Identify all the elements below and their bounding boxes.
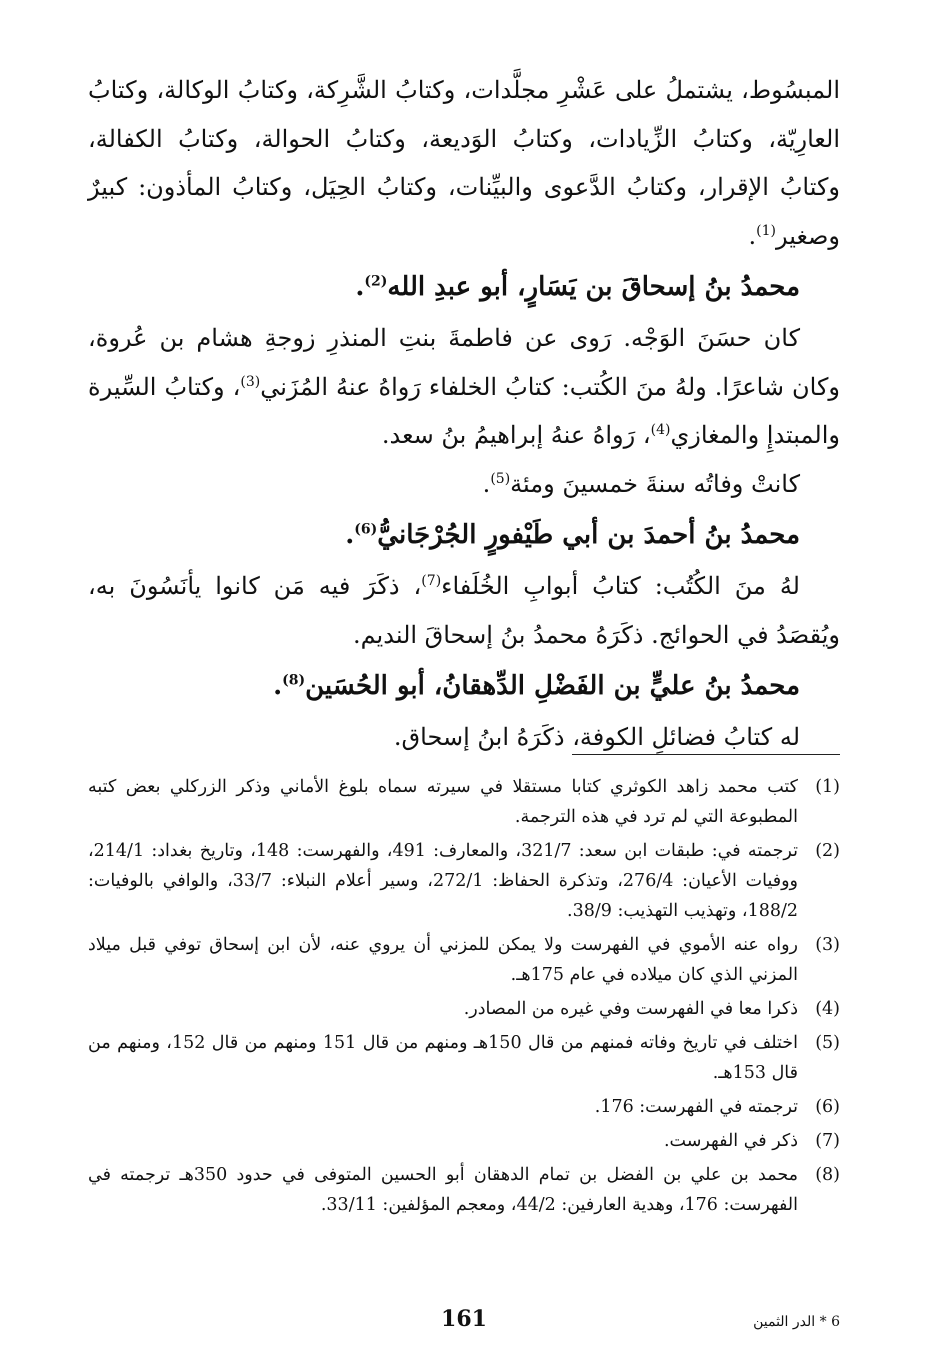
book-page xyxy=(88,66,840,1336)
footnote-text: محمد بن علي بن الفضل بن تمام الدهقان أبو الحسين المتوفى في حدود 350هـ ترجمته في الفهرست: 176، وهدية العارفين: 44/2، ومعجم المؤلفين: 33/11. xyxy=(88,1165,798,1215)
footnote-number: (7) xyxy=(815,1131,840,1151)
footnote-ref[interactable]: (4) xyxy=(650,422,671,438)
footnote-item xyxy=(88,1092,840,1122)
footnote-divider xyxy=(572,754,840,755)
footnote-text: رواه عنه الأموي في الفهرست ولا يمكن للمزني أن يروي عنه، لأن ابن إسحاق توفي قبل ميلاد المزني الذي كان ميلاده في عام 175هـ. xyxy=(88,935,798,985)
biography-heading: محمدُ بنُ عليٍّ بن الفَضْلِ الدِّهقانُ، أبو الحُسَين$^{(8)}$. xyxy=(273,671,800,701)
running-footer: 6 * الدر الثمين xyxy=(753,1314,840,1330)
footnote-text: اختلف في تاريخ وفاته فمنهم من قال 150هـ ومنهم من قال 151 ومنهم من قال 152، ومنهم من قال 153هـ. xyxy=(88,1033,798,1083)
paragraph-continuation: المبسُوط، يشتملُ على عَشْرِ مجلَّدات، وكتابُ الشَّرِكة، وكتابُ الوكالة، وكتابُ العارِيّة، وكتابُ الزِّيادات، وكتابُ الوَديعة، وكتابُ الحوالة، وكتابُ الكفالة، وكتابُ الإقرار، وكتابُ الدَّعوى والبيِّنات، وكتابُ الحِيَل، وكتابُ المأذون: كبيرٌ وصغير$^{(1)}$. xyxy=(88,76,840,250)
footnote-ref[interactable]: (3) xyxy=(240,373,261,390)
footnote-number: (3) xyxy=(815,935,840,955)
biography-heading: محمدُ بنُ إسحاقَ بن يَسَارٍ، أبو عبدِ الله$^{(2)}$. xyxy=(355,272,800,302)
footnote-ref[interactable]: (1) xyxy=(756,222,776,239)
footnote-item xyxy=(88,930,840,990)
paragraph: له كتابُ فضائلِ الكوفة، ذكَرَهُ ابنُ إسحاق. xyxy=(393,723,800,751)
footnote-item xyxy=(88,1126,840,1156)
footnote-text: ذكرا معا في الفهرست وفي غيره من المصادر. xyxy=(463,999,798,1019)
footnote-ref[interactable]: (5) xyxy=(490,470,511,487)
footnote-number: (8) xyxy=(815,1165,840,1185)
footnote-text: كتب محمد زاهد الكوثري كتابا مستقلا في سيرته سماه بلوغ الأماني وذكر الزركلي بعض كتبه المطبوعة التي لم ترد في هذه الترجمة. xyxy=(88,777,798,827)
footnote-item xyxy=(88,1028,840,1088)
footnote-item xyxy=(88,836,840,926)
footnote-ref[interactable]: (6) xyxy=(354,521,378,538)
paragraph: كانتْ وفاتُه سنةَ خمسينَ ومئة$^{(5)}$. xyxy=(482,469,800,498)
footnotes xyxy=(88,772,840,1224)
footnote-item xyxy=(88,772,840,832)
footnote-ref[interactable]: (2) xyxy=(364,273,388,290)
paragraph: لهُ منَ الكُتُب: كتابُ أبوابِ الخُلَفاء$^{(7)}$، ذكَرَ فيه مَن كانوا يأنَسُونَ به، ويُقصَدُ في الحوائج. ذكَرَهُ محمدُ بنُ إسحاقَ النديم. xyxy=(88,572,840,649)
paragraph: كان حسَنَ الوَجْه. رَوى عن فاطمةَ بنتِ المنذرِ زوجةِ هشام بن عُروة، وكان شاعرًا. ولهُ منَ الكُتب: كتابُ الخلفاء رَواهُ عنهُ المُزَني$^{(3)}$، وكتابُ السِّيرة والمبتدإِ والمغازي$^{(4)}$، رَواهُ عنهُ إبراهيمُ بنُ سعد. xyxy=(88,324,840,449)
footnote-number: (2) xyxy=(815,841,840,861)
footnote-number: (5) xyxy=(815,1033,840,1053)
main-text xyxy=(88,66,840,762)
footnote-number: (6) xyxy=(815,1097,840,1117)
footnote-ref[interactable]: (8) xyxy=(282,672,306,689)
footnote-text: ترجمته في: طبقات ابن سعد: 321/7، والمعارف: 491، والفهرست: 148، وتاريخ بغداد: 214/1، ووفيات الأعيان: 276/4، وتذكرة الحفاظ: 272/1، وسير أعلام النبلاء: 33/7، والوافي بالوفيات: 188/2، وتهذيب التهذيب: 38/9. xyxy=(88,841,799,921)
page-number: 161 xyxy=(441,1306,487,1332)
footnote-item xyxy=(88,994,840,1024)
footnote-text: ترجمته في الفهرست: 176. xyxy=(594,1097,798,1117)
footnote-text: ذكر في الفهرست. xyxy=(663,1131,798,1151)
footnote-ref[interactable]: (7) xyxy=(421,573,442,589)
footnote-item xyxy=(88,1160,840,1220)
page-footer xyxy=(88,1306,840,1340)
footnote-number: (1) xyxy=(815,777,840,797)
biography-heading: محمدُ بنُ أحمدَ بن أبي طَيْفورٍ الجُرْجَانيُّ$^{(6)}$. xyxy=(345,520,800,550)
footnote-number: (4) xyxy=(815,999,840,1019)
